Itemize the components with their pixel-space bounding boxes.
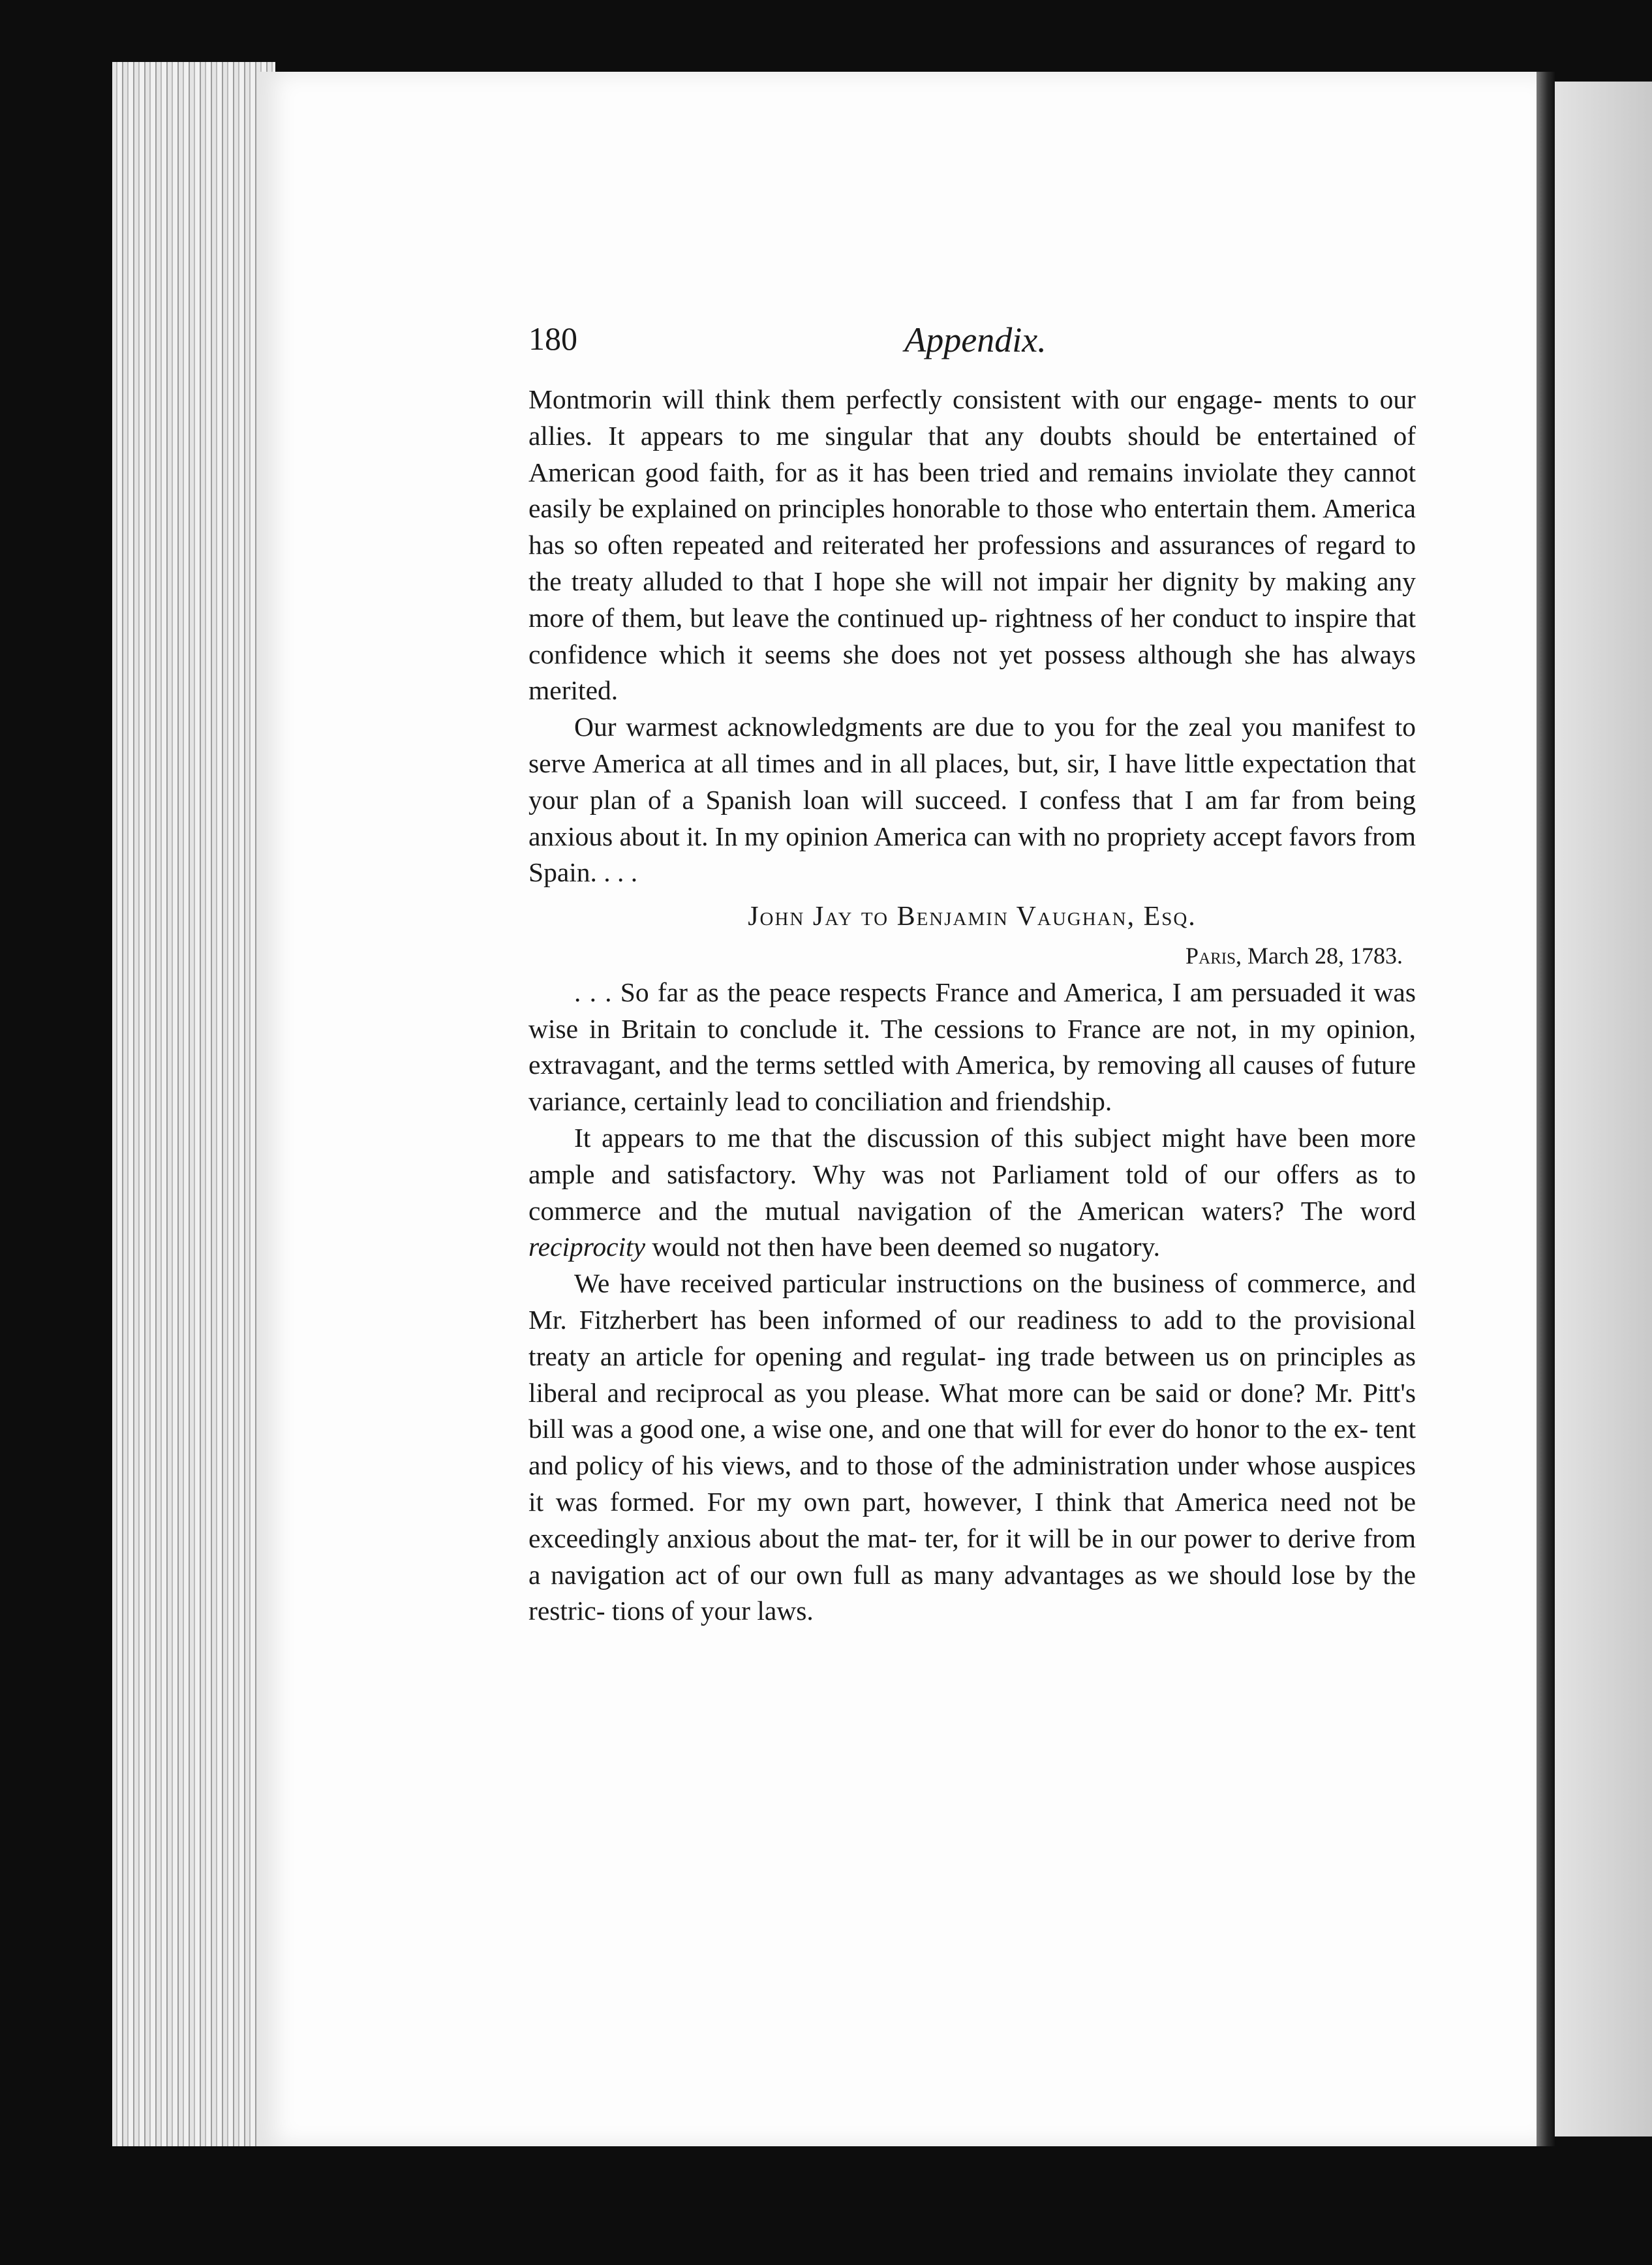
paragraph-3: . . . So far as the peace respects France and America, I am persuaded it was wise in Britain to conclude it. The cessions to France are not, in my opinion, extravagant, and the terms settled with America, by removing all causes of future variance, certainly lead to conciliation and friendship.: [528, 977, 1416, 1117]
body-text: [528, 382, 1416, 1630]
gutter-shadow: [1537, 72, 1555, 2146]
facing-page-edge: [1555, 82, 1652, 2136]
dateline-date: March 28, 1783.: [1247, 942, 1403, 969]
page-header: [528, 320, 1422, 372]
dateline: [528, 938, 1416, 975]
emphasized-word: reciprocity: [528, 1232, 645, 1262]
running-head: Appendix.: [904, 320, 1047, 359]
letter-heading: John Jay to Benjamin Vaughan, Esq.: [748, 902, 1197, 932]
paragraph-2: Our warmest acknowledgments are due to you for the zeal you manifest to serve America at all times and in all places, but, sir, I have little expectation that your plan of a Spanish loan will succeed. I confess that I am far from being anxious about it. In my opinion America can with no propriety accept favors from Spain. . . .: [528, 712, 1416, 888]
page-number: 180: [528, 320, 577, 357]
paragraph-1: Montmorin will think them perfectly consistent with our engage- ments to our allies. It appears to me singular that any doubts should be entertained of American good faith, for as it has been tried and remains inviolate they cannot easily be explained on principles honorable to those who entertain them. America has so often repeated and reiterated her professions and assurances of regard to the treaty alluded to that I hope she will not impair her dignity by making any more of them, but leave the continued up- rightness of her conduct to inspire that confidence which it seems she does not yet possess although she has always merited.: [528, 384, 1416, 706]
page-stack-edges: [112, 62, 275, 2146]
dateline-place: Paris,: [1185, 942, 1242, 969]
paragraph-5: We have received particular instructions on the business of commerce, and Mr. Fitzherbert has been informed of our readiness to add to the provisional treaty an article for opening and regulat- ing trade between us on principles as liberal and reciprocal as you please. What more can be said or done? Mr. Pitt's bill was a good one, a wise one, and one that will for ever do honor to the ex- tent and policy of his views, and to those of the administration under whose auspices it was formed. For my own part, however, I think that America need not be exceedingly anxious about the mat- ter, for it will be in our power to derive from a navigation act of our own full as many advantages as we should lose by the restric- tions of your laws.: [528, 1268, 1416, 1626]
paragraph-4: It appears to me that the discussion of this subject might have been more ample and satisfactory. Why was not Parliament told of our offers as to commerce and the mutual navigation of the American waters? The word reciprocity would not then have been deemed so nugatory.: [528, 1122, 1416, 1262]
